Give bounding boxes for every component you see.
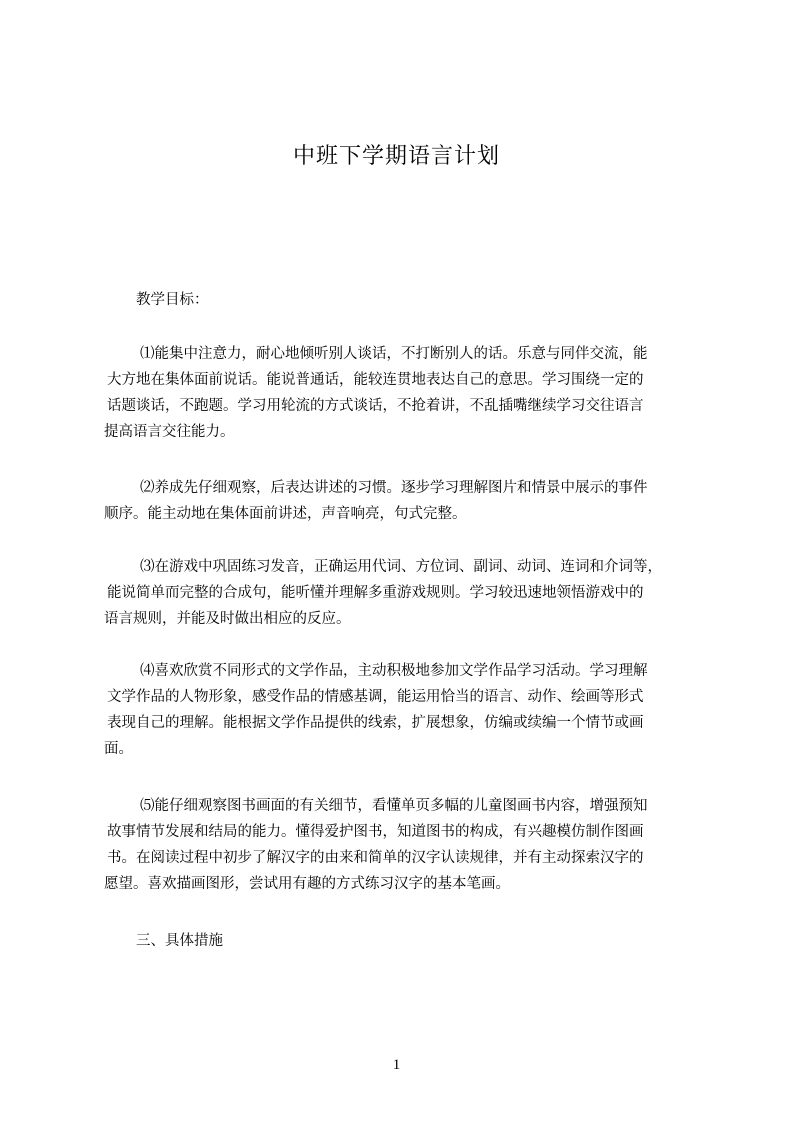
section-heading-goals: 教学目标： (136, 292, 209, 308)
paragraph-line: ⑵养成先仔细观察，后表达讲述的习惯。逐步学习理解图片和情景中展示的事件 (140, 480, 648, 496)
goal-paragraph-2 (104, 475, 714, 527)
paragraph-line: 能说简单而完整的合成句，能听懂并理解多重游戏规则。学习较迅速地领悟游戏中的 (107, 585, 644, 601)
paragraph-line: 表现自己的理解。能根据文学作品提供的线索，扩展想象，仿编或续编一个情节或画 (107, 715, 644, 731)
section-heading-measures: 三、具体措施 (136, 933, 223, 949)
paragraph-line: ⑴能集中注意力，耐心地倾听别人谈话，不打断别人的话。乐意与同伴交流，能 (140, 346, 648, 362)
paragraph-line: 顺序。能主动地在集体面前讲述，声音响亮，句式完整。 (104, 506, 467, 522)
paragraph-line: 语言规则，并能及时做出相应的反应。 (104, 611, 351, 627)
paragraph-line: 愿望。喜欢描画图形，尝试用有趣的方式练习汉字的基本笔画。 (104, 876, 510, 892)
paragraph-line: 故事情节发展和结局的能力。懂得爱护图书，知道图书的构成，有兴趣模仿制作图画 (107, 824, 644, 840)
goal-paragraph-1 (104, 341, 714, 445)
paragraph-line: ⑸能仔细观察图书画面的有关细节，看懂单页多幅的儿童图画书内容，增强预知 (140, 798, 648, 814)
paragraph-line: 面。 (104, 741, 133, 757)
page-number: 1 (392, 1057, 401, 1073)
goal-paragraph-4 (104, 658, 714, 762)
goal-paragraph-3 (104, 554, 714, 632)
paragraph-line: 提高语言交往能力。 (104, 424, 235, 440)
paragraph-line: 大方地在集体面前说话。能说普通话，能较连贯地表达自己的意思。学习围绕一定的 (107, 372, 644, 388)
paragraph-line: ⑶在游戏中巩固练习发音，正确运用代词、方位词、副词、动词、连词和介词等， (140, 559, 662, 575)
paragraph-line: 话题谈话，不跑题。学习用轮流的方式谈话，不抢着讲，不乱插嘴继续学习交往语言 (107, 398, 644, 414)
goal-paragraph-5 (104, 793, 714, 897)
page-title: 中班下学期语言计划 (292, 144, 500, 169)
paragraph-line: 文学作品的人物形象，感受作品的情感基调，能运用恰当的语言、动作、绘画等形式 (107, 689, 644, 705)
paragraph-line: ⑷喜欢欣赏不同形式的文学作品，主动积极地参加文学作品学习活动。学习理解 (140, 663, 648, 679)
paragraph-line: 书。在阅读过程中初步了解汉字的由来和简单的汉字认读规律，并有主动探索汉字的 (107, 850, 644, 866)
